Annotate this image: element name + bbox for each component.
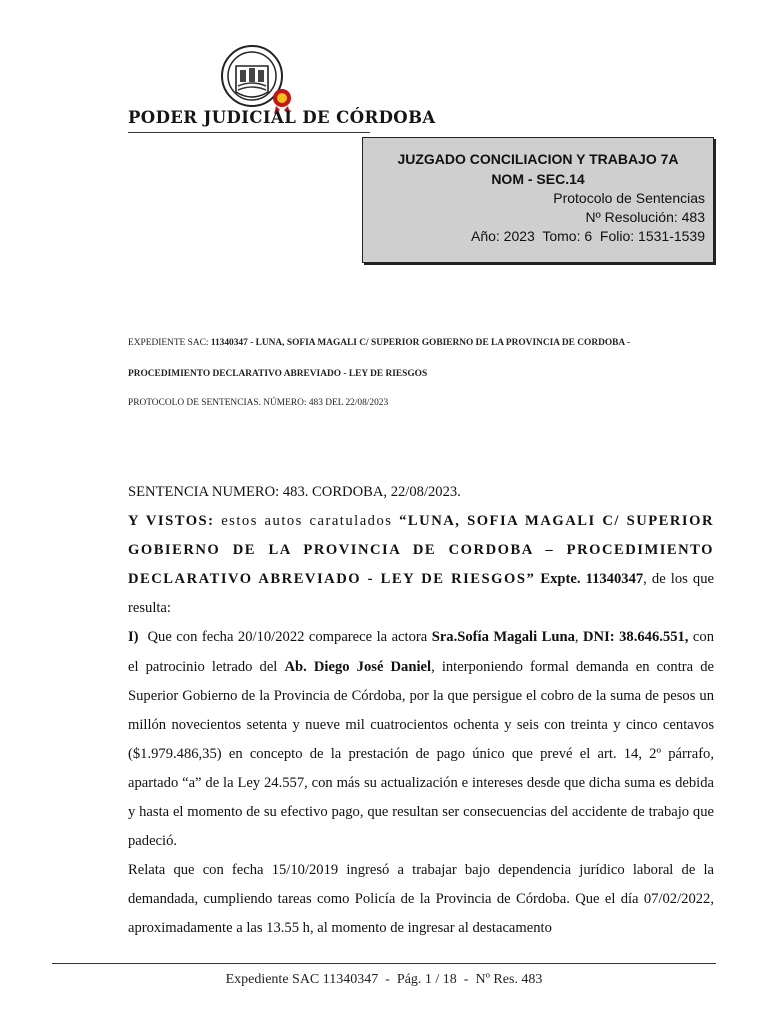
vistos-end: , de los que resulta: xyxy=(128,571,714,617)
paragraph-2: Relata que con fecha 15/10/2019 ingresó a trabajar bajo dependencia jurídico laboral de la demandada, cumpliendo tareas como Policía de la Provincia de Córdoba. Que el día 07/02/2022, aproximadamente a las 13.55 h, al momento de ingresar al destacamento xyxy=(128,862,714,937)
paragraph-1-text-b: , xyxy=(574,629,584,646)
expte-number: Expte. 11340347 xyxy=(535,571,644,588)
brand-underline xyxy=(128,132,370,133)
page-footer: Expediente SAC 11340347 - Pág. 1 / 18 - Nº Res. 483 xyxy=(225,972,543,987)
expediente-title-1: 11340347 - LUNA, SOFIA MAGALI C/ SUPERIOR GOBIERNO DE LA PROVINCIA DE CORDOBA - xyxy=(210,338,631,348)
resolution-info-box xyxy=(362,137,714,263)
resolution-number: Nº Resolución: 483 xyxy=(585,209,705,225)
vistos-label: Y VISTOS: xyxy=(128,513,215,530)
expediente-line-2 xyxy=(128,369,427,379)
expediente-label: EXPEDIENTE SAC: xyxy=(128,338,211,348)
protocol-label: Protocolo de Sentencias xyxy=(553,190,705,206)
case-title: “LUNA, SOFIA MAGALI C/ SUPERIOR GOBIERNO DE LA PROVINCIA DE CORDOBA – PROCEDIMIENTO DECLARATIVO ABREVIADO - LEY DE RIESGOS” xyxy=(128,513,714,588)
paragraph-1-label: I) xyxy=(128,629,139,646)
expediente-line xyxy=(128,338,630,348)
lawyer-name: Ab. Diego José Daniel xyxy=(284,658,432,675)
court-name-line1: JUZGADO CONCILIACION Y TRABAJO 7A xyxy=(397,151,679,167)
actor-name: Sra.Sofía Magali Luna xyxy=(431,629,575,646)
court-name-line2: NOM - SEC.14 xyxy=(491,171,585,187)
year-volume-folio: Año: 2023 Tomo: 6 Folio: 1531-1539 xyxy=(470,228,705,244)
actor-dni: DNI: 38.646.551, xyxy=(583,629,689,646)
protocol-line: PROTOCOLO DE SENTENCIAS. NÚMERO: 483 DEL 22/08/2023 xyxy=(128,398,389,408)
paragraph-1-text-c: con el patrocinio letrado del xyxy=(128,629,714,675)
vistos-paragraph xyxy=(128,507,714,623)
brand-name: PODER JUDICIAL DE CÓRDOBA xyxy=(128,108,436,127)
court-seal-icon xyxy=(218,40,304,116)
vistos-text: estos autos caratulados xyxy=(214,513,400,530)
sentence-line: SENTENCIA NUMERO: 483. CORDOBA, 22/08/2023. xyxy=(128,484,461,500)
paragraph-1 xyxy=(128,623,714,856)
paragraph-1-text-a: Que con fecha 20/10/2022 comparece la actora xyxy=(138,629,432,646)
document-body xyxy=(128,478,714,944)
expediente-title-2: PROCEDIMIENTO DECLARATIVO ABREVIADO - LEY DE RIESGOS xyxy=(128,369,428,379)
footer-rule xyxy=(52,963,716,964)
paragraph-1-text-d: , interponiendo formal demanda en contra de Superior Gobierno de la Provincia de Córdoba, por la que persigue el cobro de la suma de pesos un millón novecientos setenta y nueve mil cuatrocientos ochenta y seis con treinta y cinco centavos ($1.979.486,35) en concepto de la prestación de pago único que prevé el art. 14, 2º párrafo, apartado “a” de la Ley 24.557, con más su actualización e intereses desde que dicha suma es debida y hasta el momento de su efectivo pago, que resultan ser consecuencias del accidente de trabajo que padeció. xyxy=(128,658,714,850)
